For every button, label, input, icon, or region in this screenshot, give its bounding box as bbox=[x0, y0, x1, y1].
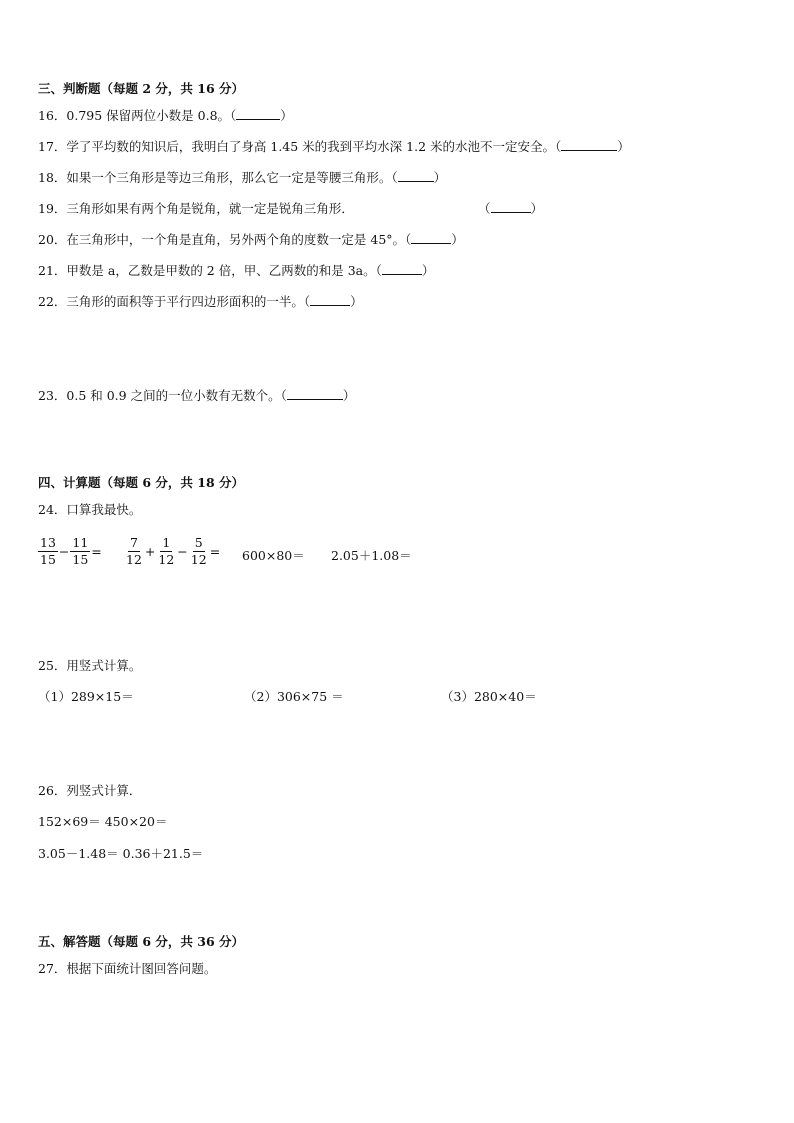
question-23 bbox=[38, 386, 355, 404]
question-22 bbox=[38, 292, 363, 310]
question-text: 0.5 和 0.9 之间的一位小数有无数个。（ bbox=[66, 388, 287, 403]
question-number: 26． bbox=[38, 783, 67, 798]
fraction bbox=[156, 535, 176, 568]
question-text: 0.795 保留两位小数是 0.8。（ bbox=[66, 108, 237, 123]
question-number: 24． bbox=[38, 502, 67, 517]
question-number: 25． bbox=[38, 658, 67, 673]
answer-blank[interactable] bbox=[411, 231, 451, 244]
close-paren: ） bbox=[350, 294, 363, 309]
question-number: 22． bbox=[38, 294, 67, 309]
question-number: 23． bbox=[38, 388, 67, 403]
question-26 bbox=[38, 781, 141, 799]
expression-4: 2.05＋1.08＝ bbox=[331, 548, 412, 563]
section-3-heading: 三、判断题（每题 2 分，共 16 分） bbox=[38, 81, 245, 96]
question-20 bbox=[38, 230, 464, 248]
plus-operator: + bbox=[144, 544, 156, 559]
equals-sign: = bbox=[209, 544, 221, 559]
question-text: 根据下面统计图回答问题。 bbox=[66, 961, 217, 976]
question-number: 17． bbox=[38, 139, 67, 154]
numerator: 11 bbox=[72, 535, 89, 550]
question-number: 27． bbox=[38, 961, 67, 976]
q26-line-1: 152×69＝ 450×20＝ bbox=[38, 814, 168, 829]
question-text: 三角形如果有两个角是锐角，就一定是锐角三角形． bbox=[66, 201, 354, 216]
expression-1 bbox=[38, 535, 103, 568]
denominator: 15 bbox=[72, 552, 89, 567]
q26-line-2: 3.05－1.48＝ 0.36＋21.5＝ bbox=[38, 846, 204, 861]
close-paren: ） bbox=[617, 139, 630, 154]
fraction bbox=[70, 535, 90, 568]
question-text: 在三角形中，一个角是直角，另外两个角的度数一定是 45°。（ bbox=[66, 232, 412, 247]
fraction bbox=[124, 535, 144, 568]
answer-blank[interactable] bbox=[398, 169, 434, 182]
question-19-answer bbox=[478, 199, 543, 217]
fraction bbox=[38, 535, 58, 568]
close-paren: ） bbox=[433, 170, 447, 185]
close-paren: ） bbox=[280, 108, 293, 123]
q25-part-3: （3）280×40＝ bbox=[441, 689, 537, 704]
expression-2 bbox=[124, 535, 221, 568]
answer-blank[interactable] bbox=[287, 387, 343, 400]
q25-part-1: （1）289×15＝ bbox=[38, 689, 134, 704]
question-number: 20． bbox=[38, 232, 67, 247]
denominator: 15 bbox=[40, 552, 56, 567]
numerator: 5 bbox=[194, 535, 203, 550]
q25-part-2: （2）306×75 ＝ bbox=[244, 689, 344, 704]
numerator: 13 bbox=[40, 535, 56, 550]
question-number: 19． bbox=[38, 201, 67, 216]
question-17 bbox=[38, 137, 630, 155]
question-text: 列竖式计算． bbox=[66, 783, 142, 798]
minus-operator: − bbox=[58, 544, 70, 559]
question-18 bbox=[38, 168, 446, 186]
question-16 bbox=[38, 106, 293, 124]
answer-blank[interactable] bbox=[491, 200, 531, 213]
denominator: 12 bbox=[158, 552, 175, 567]
numerator: 1 bbox=[162, 535, 171, 550]
answer-blank[interactable] bbox=[310, 293, 350, 306]
section-5-heading: 五、解答题（每题 6 分，共 36 分） bbox=[38, 934, 245, 949]
question-text: 口算我最快。 bbox=[66, 502, 142, 517]
fraction bbox=[189, 535, 209, 568]
question-25 bbox=[38, 656, 141, 674]
answer-blank[interactable] bbox=[561, 138, 617, 151]
question-text: 三角形的面积等于平行四边形面积的一半。（ bbox=[66, 294, 311, 309]
close-paren: ） bbox=[451, 232, 464, 247]
question-number: 16． bbox=[38, 108, 67, 123]
open-paren: （ bbox=[478, 201, 491, 216]
equals-sign: = bbox=[91, 544, 102, 559]
question-text: 学了平均数的知识后，我明白了身高 1.45 米的我到平均水深 1.2 米的水池不一定安全。（ bbox=[66, 139, 562, 154]
answer-blank[interactable] bbox=[236, 107, 280, 120]
question-24 bbox=[38, 500, 141, 518]
question-number: 21． bbox=[38, 263, 67, 278]
section-4-heading: 四、计算题（每题 6 分，共 18 分） bbox=[38, 475, 245, 490]
denominator: 12 bbox=[126, 552, 142, 567]
question-19 bbox=[38, 199, 354, 217]
minus-operator: − bbox=[177, 544, 188, 559]
close-paren: ） bbox=[421, 263, 435, 278]
denominator: 12 bbox=[190, 552, 207, 567]
expression-3: 600×80＝ bbox=[242, 548, 305, 563]
question-21 bbox=[38, 261, 434, 279]
question-number: 18． bbox=[38, 170, 67, 185]
question-text: 甲数是 a，乙数是甲数的 2 倍，甲、乙两数的和是 3a。（ bbox=[66, 263, 382, 278]
close-paren: ） bbox=[530, 201, 544, 216]
numerator: 7 bbox=[129, 535, 138, 550]
question-27 bbox=[38, 959, 216, 977]
close-paren: ） bbox=[342, 388, 356, 403]
question-text: 用竖式计算。 bbox=[66, 658, 142, 673]
question-text: 如果一个三角形是等边三角形，那么它一定是等腰三角形。（ bbox=[66, 170, 398, 185]
answer-blank[interactable] bbox=[382, 262, 422, 275]
